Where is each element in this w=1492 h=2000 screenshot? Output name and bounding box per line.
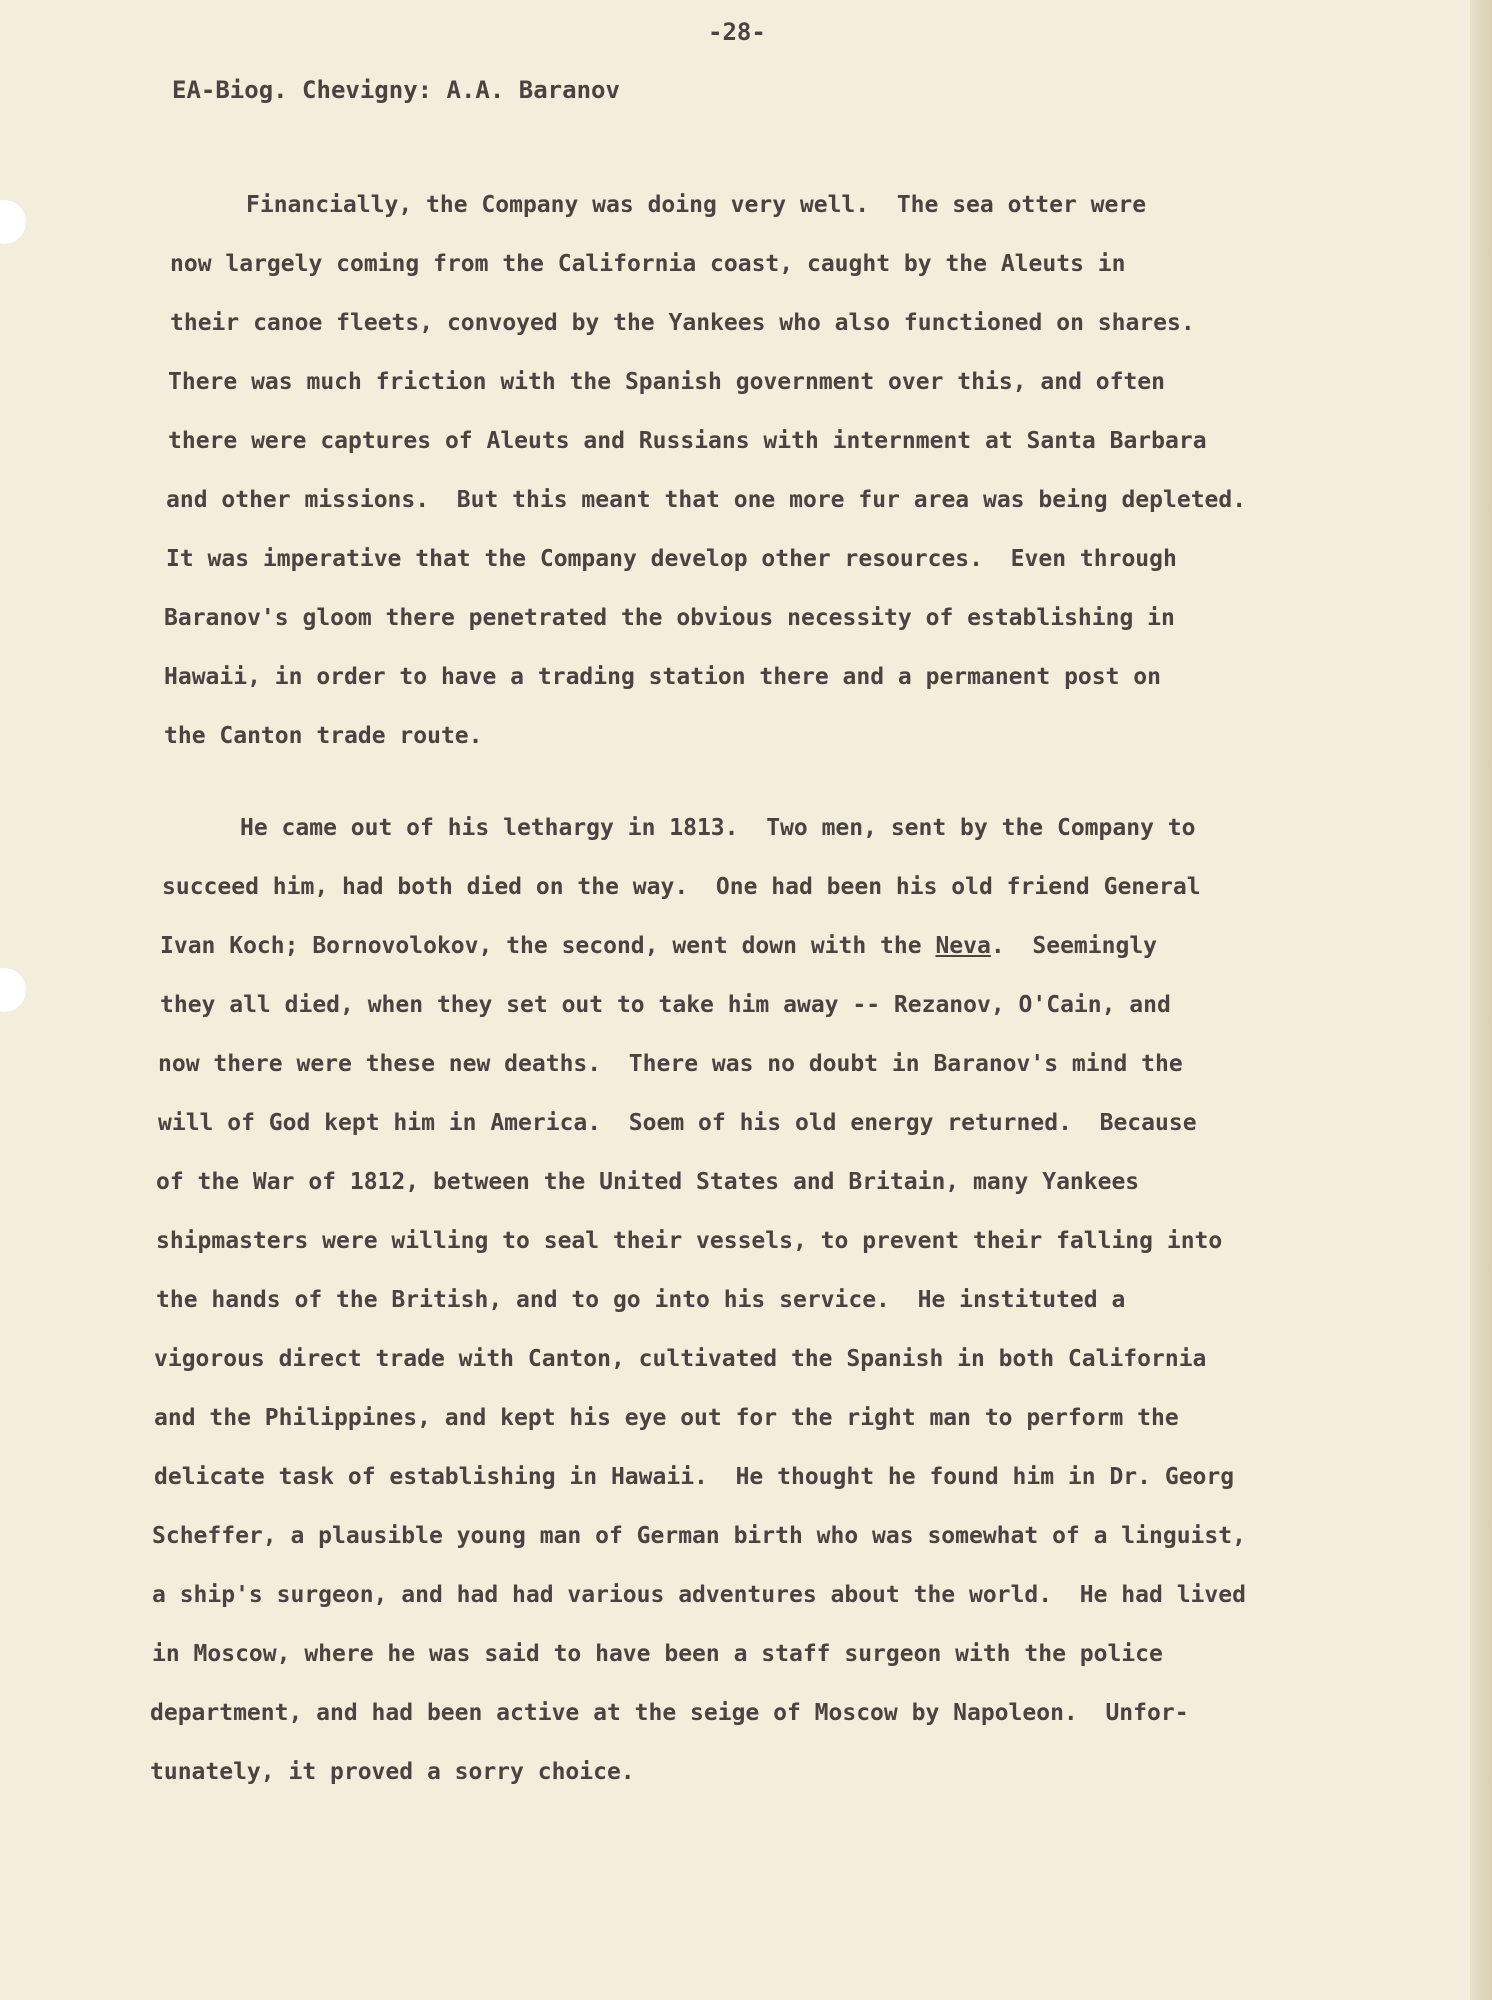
paragraph-2-line-7: of the War of 1812, between the United States and Britain, many Yankees	[156, 1169, 1140, 1195]
paragraph-2-line-14: a ship's surgeon, and had had various adventures about the world. He had lived	[152, 1582, 1246, 1608]
paragraph-2-line-11: and the Philippines, and kept his eye out for the right man to perform the	[154, 1405, 1179, 1431]
paragraph-2-line-5: now there were these new deaths. There was no doubt in Baranov's mind the	[158, 1051, 1183, 1077]
paragraph-1-line-8: Baranov's gloom there penetrated the obvious necessity of establishing in	[164, 605, 1175, 631]
paragraph-1-line-5: there were captures of Aleuts and Russians with internment at Santa Barbara	[168, 428, 1207, 454]
line-3-before: Ivan Koch; Bornovolokov, the second, went down with the	[160, 933, 936, 959]
paragraph-1-line-1: Financially, the Company was doing very well. The sea otter were	[246, 192, 1147, 218]
paragraph-2-line-12: delicate task of establishing in Hawaii. He thought he found him in Dr. Georg	[154, 1464, 1235, 1490]
punch-hole-bottom	[0, 968, 26, 1012]
page-edge-shadow	[1470, 0, 1492, 2000]
paragraph-1-line-2: now largely coming from the California coast, caught by the Aleuts in	[170, 251, 1126, 277]
paragraph-2-line-3	[160, 933, 1157, 959]
document-header: EA-Biog. Chevigny: A.A. Baranov	[172, 76, 620, 104]
paragraph-2-line-8: shipmasters were willing to seal their vessels, to prevent their falling into	[156, 1228, 1223, 1254]
paragraph-1-line-7: It was imperative that the Company develop other resources. Even through	[166, 546, 1177, 572]
paragraph-2-line-6: will of God kept him in America. Soem of his old energy returned. Because	[158, 1110, 1197, 1136]
paragraph-2-line-15: in Moscow, where he was said to have been a staff surgeon with the police	[152, 1641, 1163, 1667]
line-3-after: . Seemingly	[990, 933, 1158, 959]
paragraph-2-line-4: they all died, when they set out to take him away -- Rezanov, O'Cain, and	[160, 992, 1171, 1018]
paragraph-1-line-6: and other missions. But this meant that one more fur area was being depleted.	[166, 487, 1247, 513]
paragraph-2-line-17: tunately, it proved a sorry choice.	[150, 1759, 635, 1785]
punch-hole-top	[0, 200, 26, 244]
ship-name-underlined: Neva	[935, 933, 991, 959]
paragraph-2-line-13: Scheffer, a plausible young man of German birth who was somewhat of a linguist,	[152, 1523, 1246, 1549]
paragraph-2-line-1: He came out of his lethargy in 1813. Two men, sent by the Company to	[240, 815, 1196, 841]
paragraph-2-line-9: the hands of the British, and to go into his service. He instituted a	[156, 1287, 1126, 1313]
paragraph-2-line-16: department, and had been active at the seige of Moscow by Napoleon. Unfor-	[150, 1700, 1189, 1726]
page-number: -28-	[708, 18, 766, 46]
paragraph-2-line-2: succeed him, had both died on the way. One had been his old friend General	[162, 874, 1201, 900]
paragraph-1-line-4: There was much friction with the Spanish government over this, and often	[168, 369, 1165, 395]
paragraph-1-line-3: their canoe fleets, convoyed by the Yankees who also functioned on shares.	[170, 310, 1195, 336]
paragraph-1-line-9: Hawaii, in order to have a trading station there and a permanent post on	[164, 664, 1161, 690]
paragraph-1-line-10: the Canton trade route.	[164, 723, 483, 749]
paragraph-2-line-10: vigorous direct trade with Canton, cultivated the Spanish in both California	[154, 1346, 1207, 1372]
